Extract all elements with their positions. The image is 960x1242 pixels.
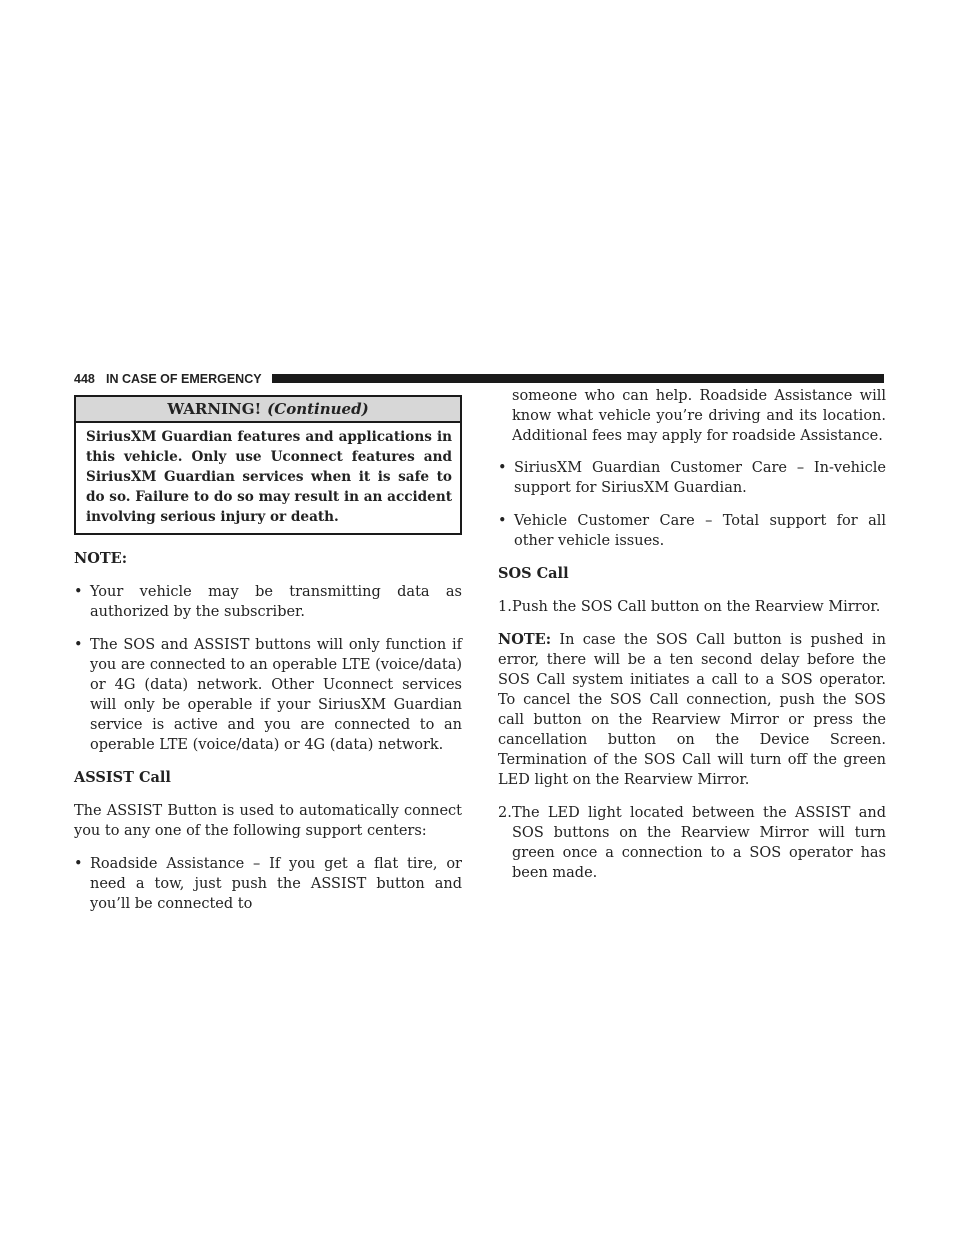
warning-title: WARNING! xyxy=(167,400,262,418)
sos-heading: SOS Call xyxy=(498,565,569,582)
assist-bullets-right xyxy=(498,458,886,551)
list-item xyxy=(74,854,462,914)
list-item xyxy=(498,597,886,617)
bullet-text: Vehicle Customer Care – Total support for all other vehicle issues. xyxy=(514,513,886,549)
warning-box xyxy=(74,395,462,535)
bullet-text: The SOS and ASSIST buttons will only function if you are connected to an operable LTE (voice/data) or 4G (data) network. Other Uconnect services will only be operable if your SiriusXM Guardian service is active and you are connected to an operable LTE (voice/data) or 4G (data) network. xyxy=(90,637,462,753)
note-label: NOTE: xyxy=(498,631,552,648)
list-item xyxy=(498,511,886,551)
note-text: In case the SOS Call button is pushed in error, there will be a ten second delay before the SOS Call system initiates a call to a SOS operator. To cancel the SOS Call connection, push the SOS call button on the Rearview Mirror or press the cancellation button on the Device Screen. Termination of the SOS Call will turn off the green LED light on the Rearview Mirror. xyxy=(498,632,887,788)
right-column xyxy=(498,386,886,896)
assist-intro: The ASSIST Button is used to automatically connect you to any one of the following support centers: xyxy=(74,803,462,839)
section-title: IN CASE OF EMERGENCY xyxy=(106,372,262,386)
list-item xyxy=(498,458,886,498)
left-column xyxy=(74,395,462,927)
sos-steps-2 xyxy=(498,803,886,883)
note-bullets xyxy=(74,582,462,755)
bullet-icon: • xyxy=(498,513,507,529)
page-number: 448 xyxy=(74,372,95,386)
list-item xyxy=(74,635,462,755)
list-item xyxy=(74,582,462,622)
bullet-text: SiriusXM Guardian Customer Care – In-vehicle support for SiriusXM Guardian. xyxy=(514,460,886,496)
bullet-text: Your vehicle may be transmitting data as authorized by the subscriber. xyxy=(90,584,462,620)
bullet-icon: • xyxy=(498,460,507,476)
assist-bullets-left xyxy=(74,854,462,914)
note-label: NOTE: xyxy=(74,550,128,567)
warning-continued: (Continued) xyxy=(267,400,369,418)
step-number: 2. xyxy=(498,805,512,821)
step-text: The LED light located between the ASSIST and SOS buttons on the Rearview Mirror will turn green once a connection to a SOS operator has been made. xyxy=(512,805,886,881)
page-header xyxy=(74,372,884,386)
warning-body: SiriusXM Guardian features and applications in this vehicle. Only use Uconnect features and SiriusXM Guardian services when it is safe to do so. Failure to do so may result in an accident involving serious injury or death. xyxy=(86,429,452,525)
bullet-text: Roadside Assistance – If you get a flat tire, or need a tow, just push the ASSIST button and you’ll be connected to xyxy=(90,856,462,912)
list-item xyxy=(498,803,886,883)
bullet-icon: • xyxy=(74,584,83,600)
bullet-continuation: someone who can help. Roadside Assistance will know what vehicle you’re driving and its location. Additional fees may apply for roadside Assistance. xyxy=(512,388,886,444)
assist-heading: ASSIST Call xyxy=(74,769,171,786)
step-text: Push the SOS Call button on the Rearview Mirror. xyxy=(512,599,881,615)
warning-heading xyxy=(76,397,460,423)
bullet-icon: • xyxy=(74,637,83,653)
step-number: 1. xyxy=(498,599,512,615)
sos-steps xyxy=(498,597,886,617)
sos-note xyxy=(498,630,886,790)
header-rule xyxy=(272,374,884,383)
bullet-icon: • xyxy=(74,856,83,872)
